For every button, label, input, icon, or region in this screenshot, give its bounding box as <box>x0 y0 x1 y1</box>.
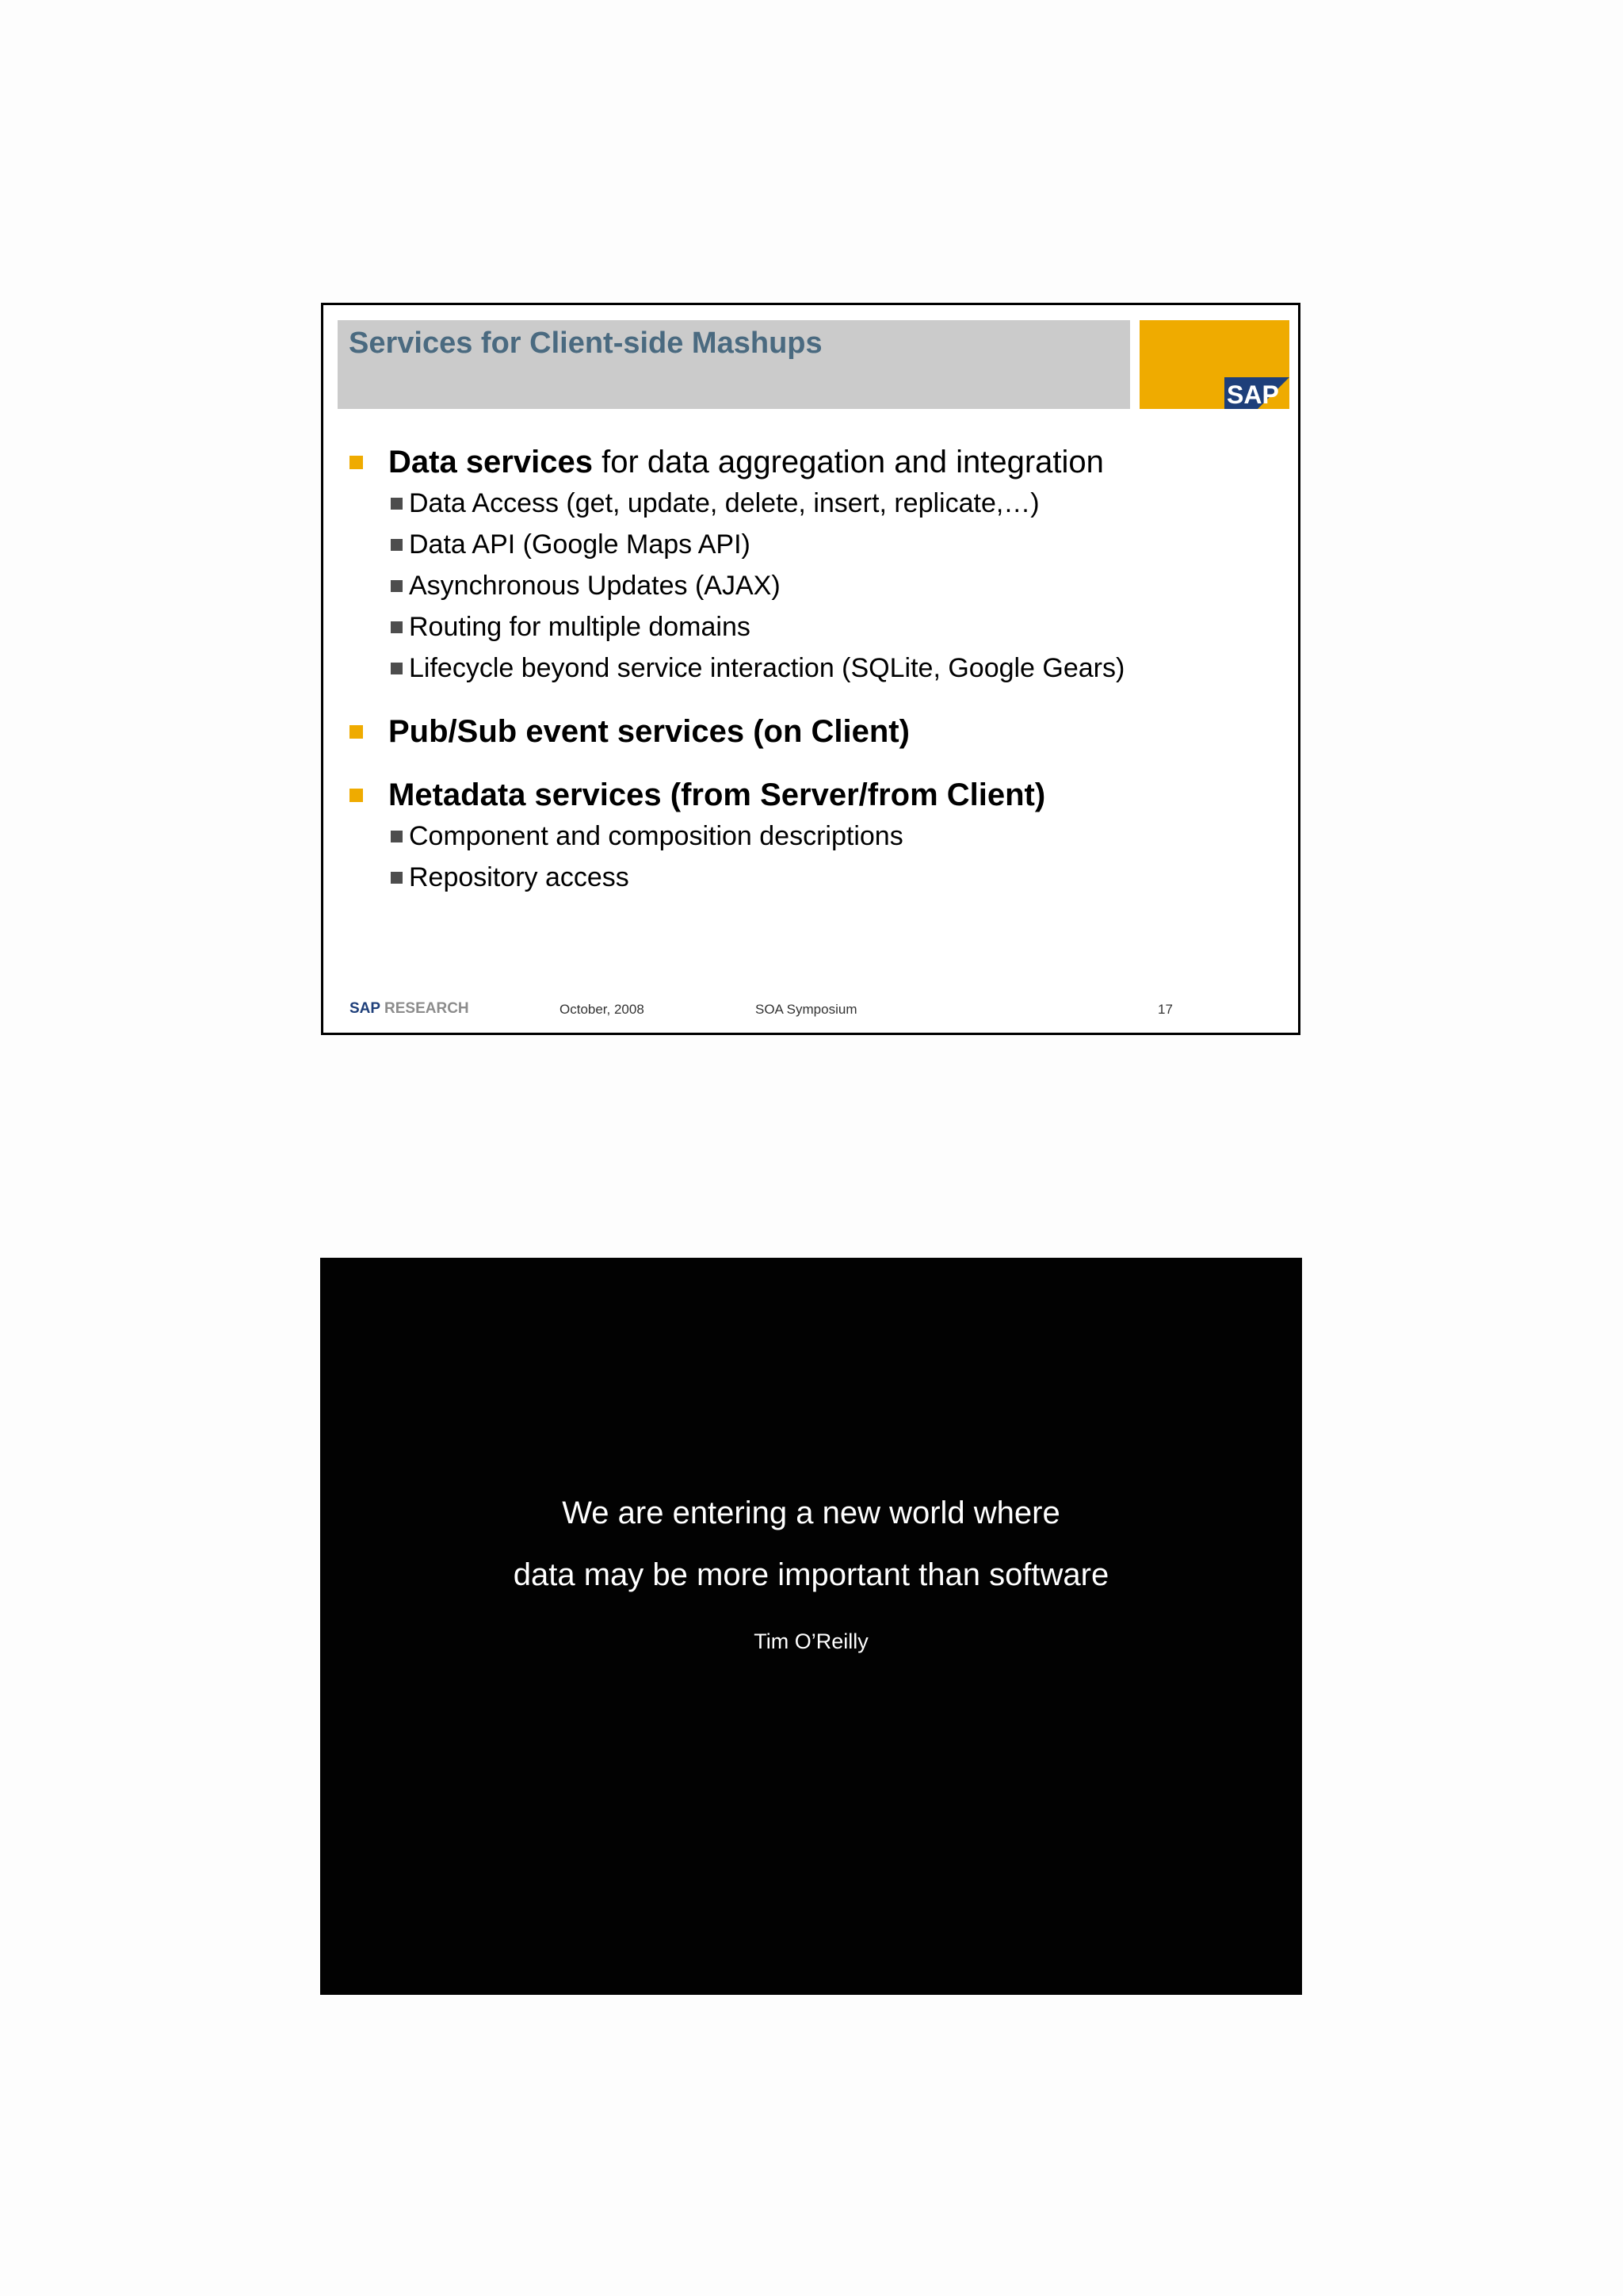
bullet-pubsub-services <box>346 711 1281 752</box>
sub-bullet-square-icon <box>391 872 403 884</box>
bullet-bold: Metadata services (from Server/from Client) <box>388 777 1046 812</box>
sub-bullet: Component and composition descriptions <box>346 816 1281 857</box>
sap-logo-icon <box>1224 377 1289 409</box>
footer-date: October, 2008 <box>559 1002 644 1017</box>
sub-bullet-square-icon <box>391 663 403 674</box>
title-band <box>338 320 1130 409</box>
sub-bullet: Data Access (get, update, delete, insert, replicate,…) <box>346 483 1281 524</box>
sub-bullet: Repository access <box>346 857 1281 898</box>
bullet-square-icon <box>349 789 363 802</box>
logo-band <box>1140 320 1289 409</box>
sub-bullet: Routing for multiple domains <box>346 606 1281 648</box>
footer-brand-sap: SAP <box>349 1000 380 1017</box>
quote-line-1: We are entering a new world where <box>562 1496 1060 1530</box>
bullet-list <box>346 441 1281 898</box>
slide-title: Services for Client-side Mashups <box>349 327 823 360</box>
sub-bullet-square-icon <box>391 539 403 551</box>
sub-bullet-square-icon <box>391 621 403 633</box>
bullet-bold: Data services <box>388 445 593 479</box>
bullet-rest: for data aggregation and integration <box>592 445 1104 479</box>
sub-bullet: Data API (Google Maps API) <box>346 524 1281 565</box>
sub-bullet: Lifecycle beyond service interaction (SQLite, Google Gears) <box>346 648 1281 689</box>
slide-services <box>321 303 1300 1035</box>
slide-quote <box>320 1258 1302 1995</box>
quote-author: Tim O’Reilly <box>754 1629 869 1653</box>
quote-line-2: data may be more important than software <box>513 1557 1109 1592</box>
footer-event: SOA Symposium <box>755 1002 857 1017</box>
bullet-bold: Pub/Sub event services (on Client) <box>388 714 910 749</box>
footer-brand-research: RESEARCH <box>384 1000 469 1017</box>
bullet-data-services <box>346 441 1281 483</box>
footer-brand <box>349 1000 469 1018</box>
sub-bullet-square-icon <box>391 498 403 510</box>
slide-footer <box>323 1000 1298 1024</box>
bullet-metadata-services <box>346 774 1281 816</box>
page-number: 17 <box>1158 1002 1173 1017</box>
bullet-square-icon <box>349 725 363 739</box>
sub-bullet-square-icon <box>391 831 403 842</box>
sub-bullet-square-icon <box>391 580 403 592</box>
sap-logo-text: SAP <box>1227 380 1279 409</box>
bullet-square-icon <box>349 456 363 469</box>
sub-bullet: Asynchronous Updates (AJAX) <box>346 565 1281 606</box>
